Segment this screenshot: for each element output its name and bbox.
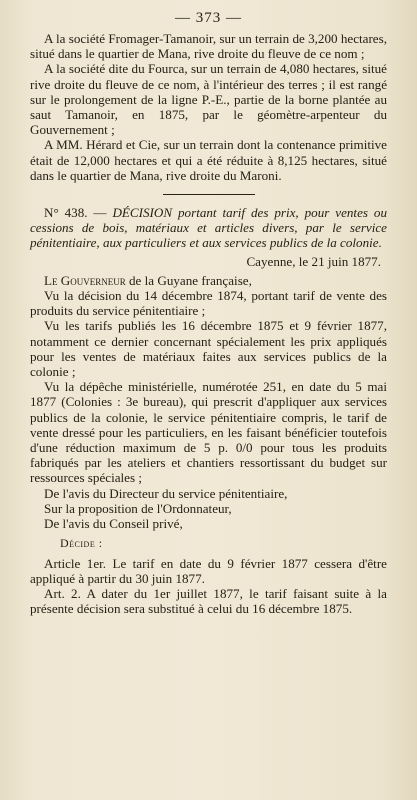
paragraph-fromager: A la société Fromager-Tamanoir, sur un terrain de 3,200 hectares, situé dans le quartier de Mana, rive droite du fleuve de ce nom ;	[30, 31, 387, 62]
section-divider	[163, 194, 255, 195]
article-1: Article 1er. Le tarif en date du 9 février 1877 cessera d'être appliqué à partir du 30 juin 1877.	[30, 555, 387, 586]
decision-number: N° 438. —	[44, 205, 107, 221]
decide-heading: Décide :	[60, 536, 103, 551]
consideration-4: De l'avis du Directeur du service pénitentiaire,	[44, 485, 288, 501]
governor-rest: de la Guyane française,	[125, 272, 252, 288]
governor-title: Le Gouverneur	[44, 272, 126, 288]
article-2: Art. 2. A dater du 1er juillet 1877, le tarif faisant suite à la présente décision sera substitué à celui du 16 décembre 1875.	[30, 585, 387, 617]
decision-date: Cayenne, le 21 juin 1877.	[246, 253, 381, 269]
decision-title: DÉCISION portant tarif des prix, pour ventes ou cessions de bois, matériaux et articles divers, par le service pénitentiaire, aux particuliers et aux services publics de la colonie.	[30, 205, 387, 251]
consideration-3: Vu la dépêche ministérielle, numérotée 251, en date du 5 mai 1877 (Colonies : 3e bureau), qui prescrit d'appliquer aux services publics de la colonie, le service pénitentiaire compris, le tarif de vente dressé pour les particuliers, en les faisant bénéficier toutefois d'une réduction maximum de 5 p. 0/0 pour tous les produits fabriqués par les ateliers et chantiers ressortissant du budget sur ressources spéciales ;	[30, 379, 387, 486]
page-number: — 373 —	[175, 10, 242, 26]
paragraph-fourca: A la société dite du Fourca, sur un terrain de 4,080 hectares, situé rive droite du fleuve de ce nom, à l'intérieur des terres ; il est rangé sur le prolongement de la ligne P.-E., partie de la borne plantée au saut Tamanoir, en 1875, par le géomètre-arpenteur du Gouvernement ;	[30, 61, 387, 138]
consideration-1: Vu la décision du 14 décembre 1874, portant tarif de vente des produits du service pénitentiaire ;	[30, 288, 387, 319]
decision-heading	[30, 205, 387, 251]
consideration-2: Vu les tarifs publiés les 16 décembre 1875 et 9 février 1877, notamment ce dernier concernant spécialement les prix appliqués pour les ventes de matériaux faites aux services publics de la colonie ;	[30, 318, 387, 380]
consideration-6: De l'avis du Conseil privé,	[44, 516, 183, 532]
governor-line	[30, 273, 387, 288]
consideration-5: Sur la proposition de l'Ordonnateur,	[44, 500, 232, 516]
paragraph-herard: A MM. Hérard et Cie, sur un terrain dont la contenance primitive était de 12,000 hectares et qui a été réduite à 8,125 hectares, situé dans le quartier de Mana, rive droite du Maroni.	[30, 137, 387, 183]
